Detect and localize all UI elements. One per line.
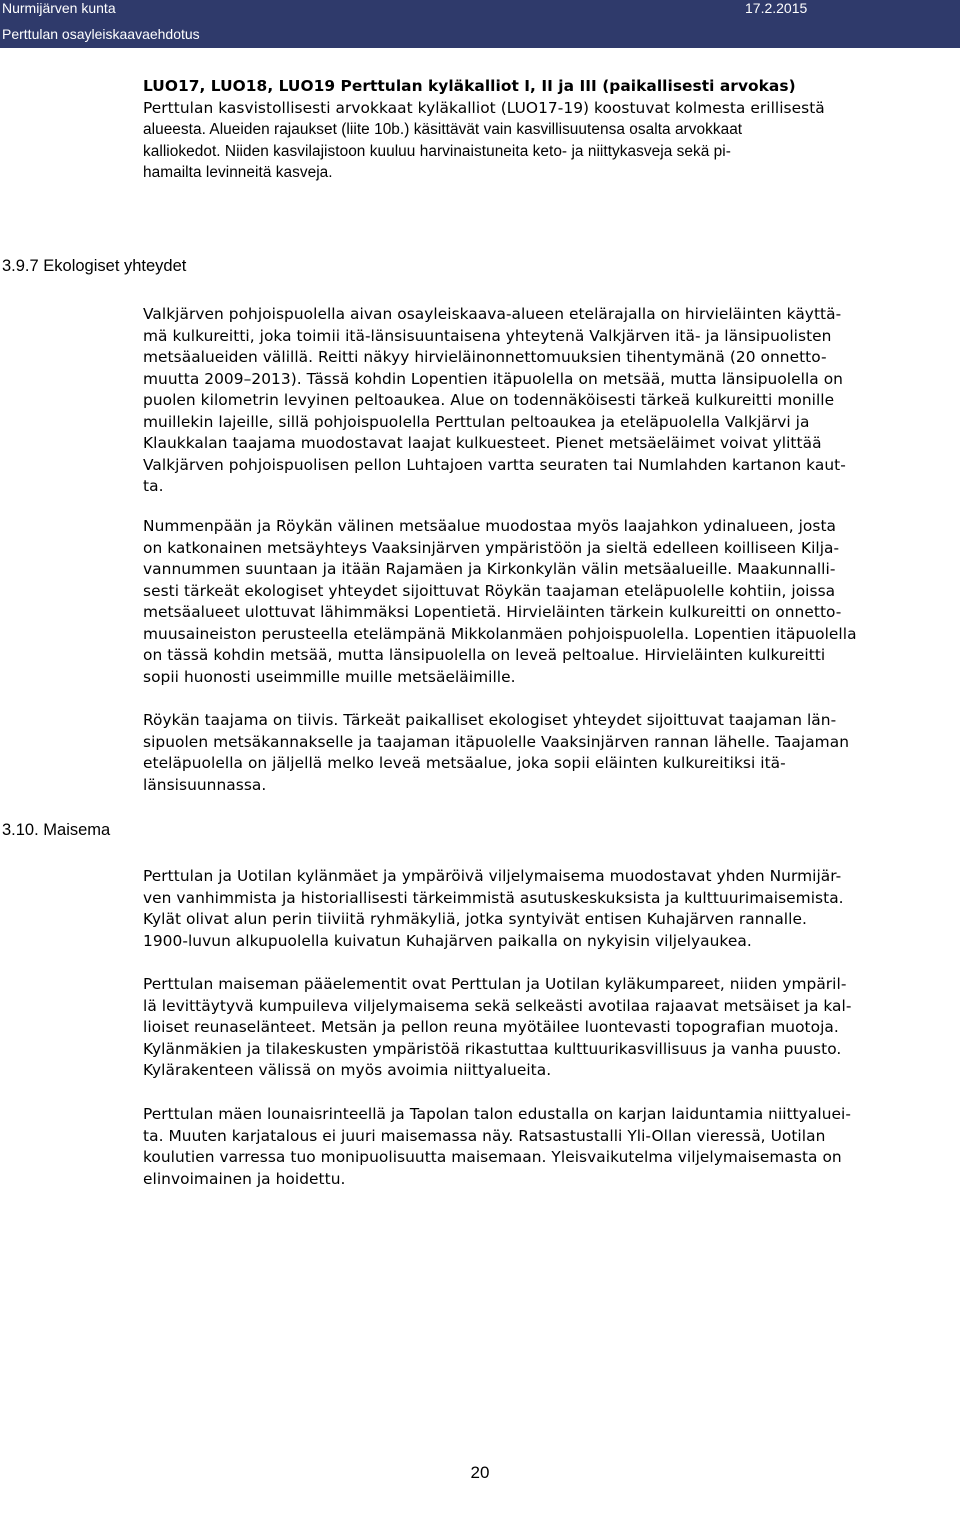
text-line: on tässä kohdin metsää, mutta länsipuolella on leveä peltoalue. Hirvieläinten kulkureitti <box>143 646 826 664</box>
text-line: lä levittäytyvä kumpuileva viljelymaisema sekä selkeästi avotilaa rajaavat metsäiset ja kal- <box>143 996 852 1015</box>
section-heading-landscape: 3.10. Maisema <box>2 821 111 839</box>
text-line: mä kulkureitti, joka toimii itä-länsisuuntaisena yhteytenä Valkjärven itä- ja länsipuolisten <box>143 326 832 345</box>
text-line: metsäalueiden välillä. Reitti näkyy hirvieläinonnettomuuksien tihentymänä (20 onnetto- <box>143 348 827 366</box>
text-line: Perttulan maiseman pääelementit ovat Perttulan ja Uotilan kyläkumpareet, niiden ympäril- <box>143 975 847 993</box>
luo-line: Perttulan kasvistollisesti arvokkaat kyläkalliot (LUO17-19) koostuvat kolmesta erillisestä <box>143 98 825 117</box>
text-line: koulutien varressa tuo monipuolisuutta maisemaan. Yleisvaikutelma viljelymaisemasta on <box>143 1148 842 1166</box>
paragraph <box>143 516 960 688</box>
text-line: muutta 2009–2013). Tässä kohdin Lopentien itäpuolella on metsää, mutta länsipuolella on <box>143 369 843 388</box>
text-line: lioiset reunaselänteet. Metsän ja pellon reuna myötäilee luontevasti topografian muotoja. <box>143 1018 839 1036</box>
text-line: ta. <box>143 477 164 495</box>
text-line: on katkonainen metsäyhteys Vaaksinjärven ympäristöön ja sieltä edelleen koilliseen Kilja- <box>143 538 840 557</box>
text-line: muusaineiston perusteella etelämpänä Mikkolanmäen pohjoispuolella. Lopentien itäpuolella <box>143 624 857 643</box>
text-line: ven vanhimmista ja historiallisesti tärkeimmistä asutuskeskuksista ja kulttuurimaisemista. <box>143 888 844 907</box>
text-line: Nummenpään ja Röykän välinen metsäalue muodostaa myös laajahkon ydinalueen, josta <box>143 517 837 535</box>
text-line: Klaukkalan taajama muodostavat laajat kulkuesteet. Pienet metsäeläimet voivat ylittää <box>143 434 822 452</box>
text-line: Kylät olivat alun perin tiiviitä ryhmäkyliä, jotka syntyivät entisen Kuhajärven rannalle. <box>143 910 807 928</box>
page-number: 20 <box>470 1463 490 1482</box>
paragraph <box>143 304 960 498</box>
text-line: sipuolen metsäkannakselle ja taajaman itäpuolelle Vaaksinjärven rannan lähelle. Taajaman <box>143 732 850 751</box>
paragraph <box>143 866 960 952</box>
section-heading-ecological: 3.9.7 Ekologiset yhteydet <box>2 257 187 275</box>
text-line: Kylänmäkien ja tilakeskusten ympäristöä rikastuttaa kulttuurikasvillisuus ja vanha puusto. <box>143 1039 842 1058</box>
text-line: Perttulan ja Uotilan kylänmäet ja ympäröivä viljelymaisema muodostavat yhden Nurmijär- <box>143 867 842 885</box>
text-line: 1900-luvun alkupuolella kuivatun Kuhajärven paikalla on nykyisin viljelyaukea. <box>143 931 752 950</box>
municipality-name: Nurmijärven kunta <box>2 0 116 16</box>
luo-line: alueesta. Alueiden rajaukset (liite 10b.) käsittävät vain kasvillisuutensa osalta arvokkaat <box>143 121 743 138</box>
text-line: Valkjärven pohjoispuolisen pellon Luhtajoen vartta seuraten tai Numlahden kartanon kaut- <box>143 455 846 474</box>
paragraph <box>143 1104 960 1190</box>
text-line: sesti tärkeät ekologiset yhteydet sijoittuvat Röykän taajaman eteläpuolelle kohtiin, joissa <box>143 581 836 600</box>
text-line: vannummen suuntaan ja itään Rajamäen ja Kirkonkylän välin metsäalueille. Maakunnalli- <box>143 560 836 578</box>
text-line: Röykän taajama on tiivis. Tärkeät paikalliset ekologiset yhteydet sijoittuvat taajaman län- <box>143 711 837 729</box>
luo-block <box>143 76 960 184</box>
luo-line: hamailta levinneitä kasveja. <box>143 164 333 181</box>
paragraph <box>143 710 960 796</box>
paragraph <box>143 974 960 1082</box>
text-line: sopii huonosti useimmille muille metsäeläimille. <box>143 667 516 686</box>
document-date: 17.2.2015 <box>745 0 808 16</box>
text-line: muillekin lajeille, sillä pohjoispuolella Perttulan peltoaukea ja eteläpuolella Valkjärvi ja <box>143 412 810 431</box>
luo-line: kalliokedot. Niiden kasvilajistoon kuuluu harvinaistuneita keto- ja niittykasveja sekä pi- <box>143 142 731 160</box>
document-title: Perttulan osayleiskaavaehdotus <box>2 26 200 42</box>
text-line: Kylärakenteen välissä on myös avoimia niittyalueita. <box>143 1061 552 1079</box>
text-line: ta. Muuten karjatalous ei juuri maisemassa näy. Ratsastustalli Yli-Ollan vieressä, Uotilan <box>143 1126 826 1145</box>
text-line: Perttulan mäen lounaisrinteellä ja Tapolan talon edustalla on karjan laiduntamia niittyaluei- <box>143 1105 851 1123</box>
text-line: länsisuunnassa. <box>143 775 267 794</box>
text-line: puolen kilometrin levyinen peltoaukea. Alue on todennäköisesti tärkeä kulkureitti monille <box>143 391 835 409</box>
text-line: metsäalueet ulottuvat lähimmäksi Lopentietä. Hirvieläinten tärkein kulkureitti on onnetto- <box>143 603 842 621</box>
text-line: Valkjärven pohjoispuolella aivan osayleiskaava-alueen etelärajalla on hirvieläinten käyttä- <box>143 305 842 323</box>
text-line: eteläpuolella on jäljellä melko leveä metsäalue, joka sopii eläinten kulkureitiksi itä- <box>143 754 786 772</box>
luo-title: LUO17, LUO18, LUO19 Perttulan kyläkalliot I, II ja III (paikallisesti arvokas) <box>143 77 796 95</box>
text-line: elinvoimainen ja hoidettu. <box>143 1169 346 1188</box>
